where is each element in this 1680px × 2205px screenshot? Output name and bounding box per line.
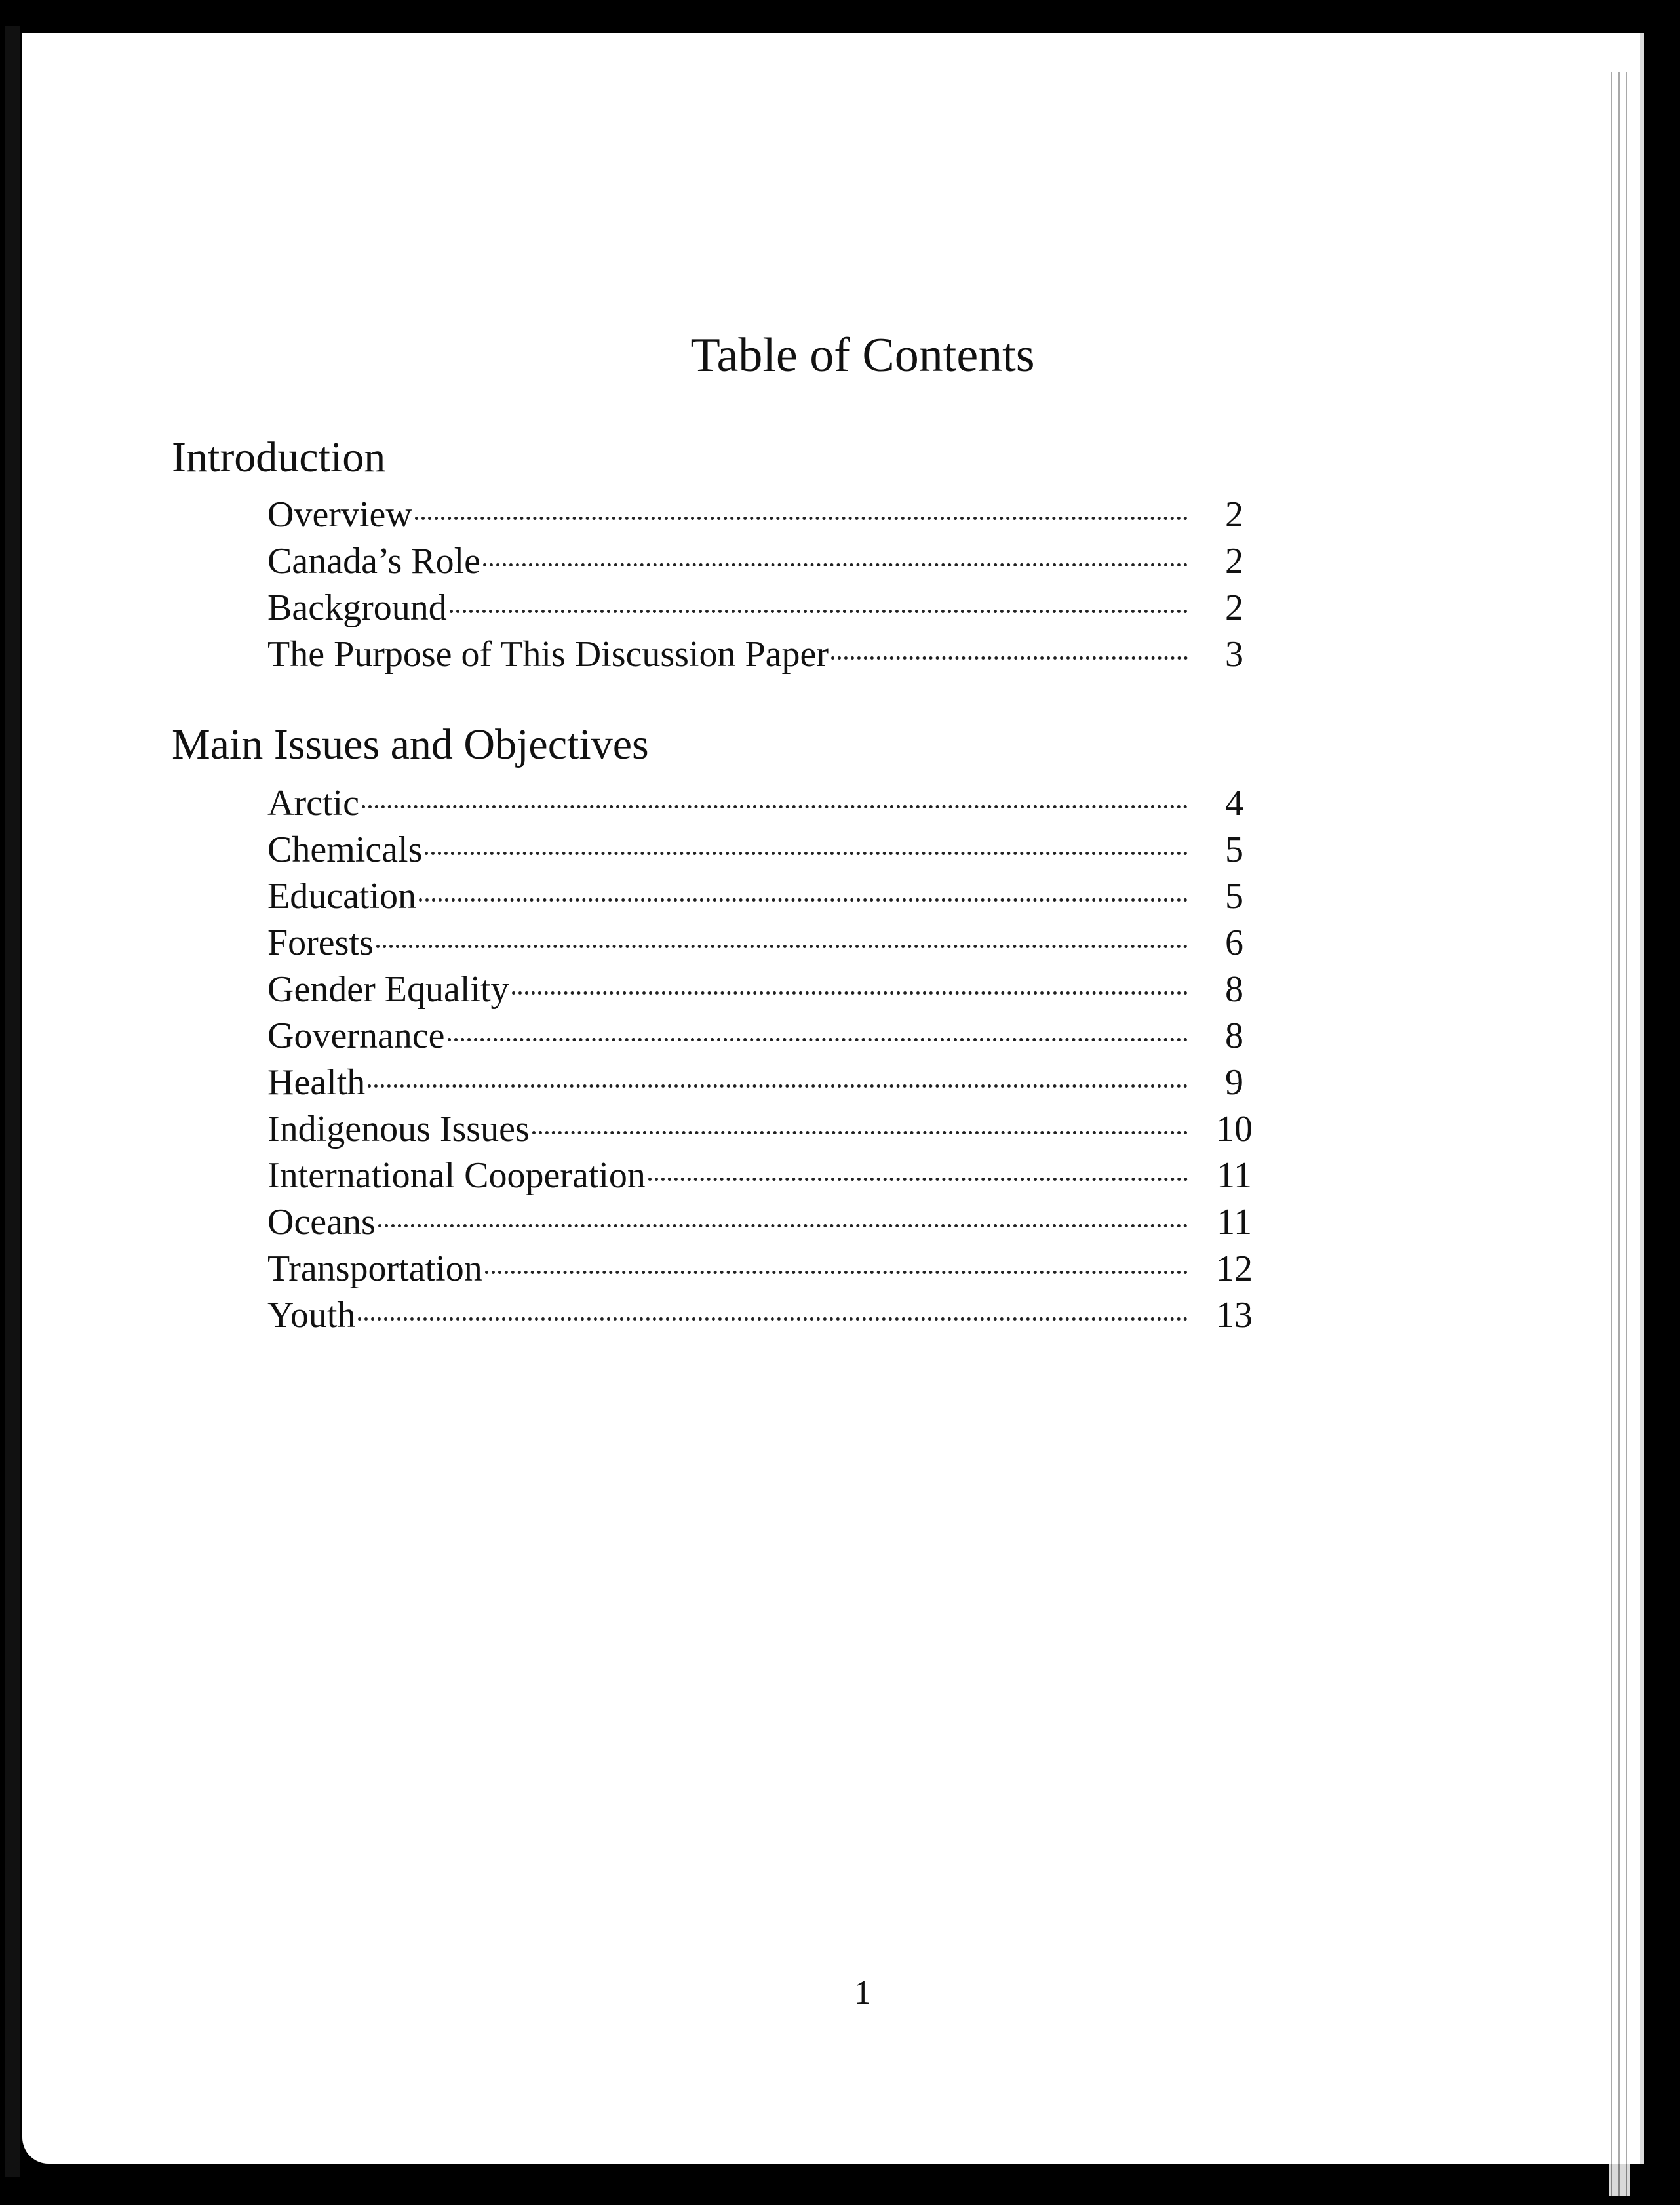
toc-entry[interactable] — [267, 492, 1277, 538]
document-page — [22, 33, 1644, 2164]
dot-leader — [425, 852, 1188, 855]
toc-entry-page: 9 — [1225, 1062, 1243, 1103]
toc-entry[interactable] — [267, 1199, 1277, 1246]
toc-entry-page: 2 — [1225, 541, 1243, 582]
dot-leader — [512, 991, 1188, 995]
toc-entry-label: Gender Equality — [267, 969, 509, 1010]
toc-entry-page: 8 — [1225, 969, 1243, 1010]
toc-entry-label: Education — [267, 876, 417, 917]
toc-entry[interactable] — [267, 538, 1277, 585]
toc-entry-label: Transportation — [267, 1248, 482, 1289]
toc-entry-page: 13 — [1216, 1295, 1253, 1336]
dot-leader — [378, 1224, 1188, 1227]
toc-entry-label: The Purpose of This Discussion Paper — [267, 634, 829, 675]
toc-entry-label: Governance — [267, 1016, 445, 1056]
toc-entry-label: International Cooperation — [267, 1155, 646, 1196]
toc-entry-page: 12 — [1216, 1248, 1253, 1289]
toc-entry-label: Health — [267, 1062, 366, 1103]
dot-leader — [450, 610, 1188, 613]
dot-leader — [368, 1084, 1188, 1088]
toc-entry[interactable] — [267, 1153, 1277, 1199]
toc-entry-page: 8 — [1225, 1016, 1243, 1056]
section-heading-introduction: Introduction — [172, 433, 386, 481]
toc-entry[interactable] — [267, 827, 1277, 873]
dot-leader — [532, 1131, 1188, 1134]
toc-entry[interactable] — [267, 780, 1277, 827]
dot-leader — [483, 563, 1188, 566]
dot-leader — [419, 898, 1188, 902]
toc-entry-page: 3 — [1225, 634, 1243, 675]
toc-entry[interactable] — [267, 920, 1277, 966]
toc-entry[interactable] — [267, 1246, 1277, 1292]
page-stack-edge — [1609, 72, 1630, 2196]
dot-leader — [358, 1317, 1188, 1321]
dot-leader — [648, 1178, 1188, 1181]
dot-leader — [831, 656, 1188, 660]
toc-entry-page: 11 — [1217, 1155, 1252, 1196]
toc-entry-page: 4 — [1225, 783, 1243, 824]
toc-entry-page: 11 — [1217, 1202, 1252, 1242]
toc-entry-label: Youth — [267, 1295, 356, 1336]
toc-entry-page: 5 — [1225, 876, 1243, 917]
toc-entry[interactable] — [267, 585, 1277, 631]
dot-leader — [362, 805, 1188, 808]
toc-entry-label: Canada’s Role — [267, 541, 481, 582]
dot-leader — [415, 517, 1188, 520]
toc-entry-label: Arctic — [267, 783, 359, 824]
toc-entry[interactable] — [267, 1060, 1277, 1106]
toc-entry[interactable] — [267, 1106, 1277, 1153]
toc-entry-page: 2 — [1225, 587, 1243, 628]
toc-list-main-issues — [267, 780, 1277, 1339]
dot-leader — [376, 945, 1188, 948]
toc-entry-label: Forests — [267, 923, 374, 963]
toc-entry-label: Oceans — [267, 1202, 376, 1242]
toc-entry[interactable] — [267, 873, 1277, 920]
dot-leader — [485, 1271, 1188, 1274]
dot-leader — [448, 1038, 1188, 1041]
toc-entry-label: Chemicals — [267, 829, 423, 870]
page-number: 1 — [854, 1974, 871, 2012]
section-heading-main-issues: Main Issues and Objectives — [172, 721, 649, 768]
toc-entry-label: Background — [267, 587, 447, 628]
scan-binding-edge — [5, 26, 20, 2177]
toc-entry-page: 2 — [1225, 494, 1243, 535]
toc-list-introduction — [267, 492, 1277, 678]
toc-entry[interactable] — [267, 631, 1277, 678]
toc-entry-label: Indigenous Issues — [267, 1109, 530, 1149]
toc-entry-page: 10 — [1216, 1109, 1253, 1149]
toc-entry-label: Overview — [267, 494, 412, 535]
toc-entry-page: 5 — [1225, 829, 1243, 870]
toc-entry-page: 6 — [1225, 923, 1243, 963]
toc-entry[interactable] — [267, 1013, 1277, 1060]
page-title: Table of Contents — [690, 328, 1035, 382]
toc-entry[interactable] — [267, 966, 1277, 1013]
toc-entry[interactable] — [267, 1292, 1277, 1339]
